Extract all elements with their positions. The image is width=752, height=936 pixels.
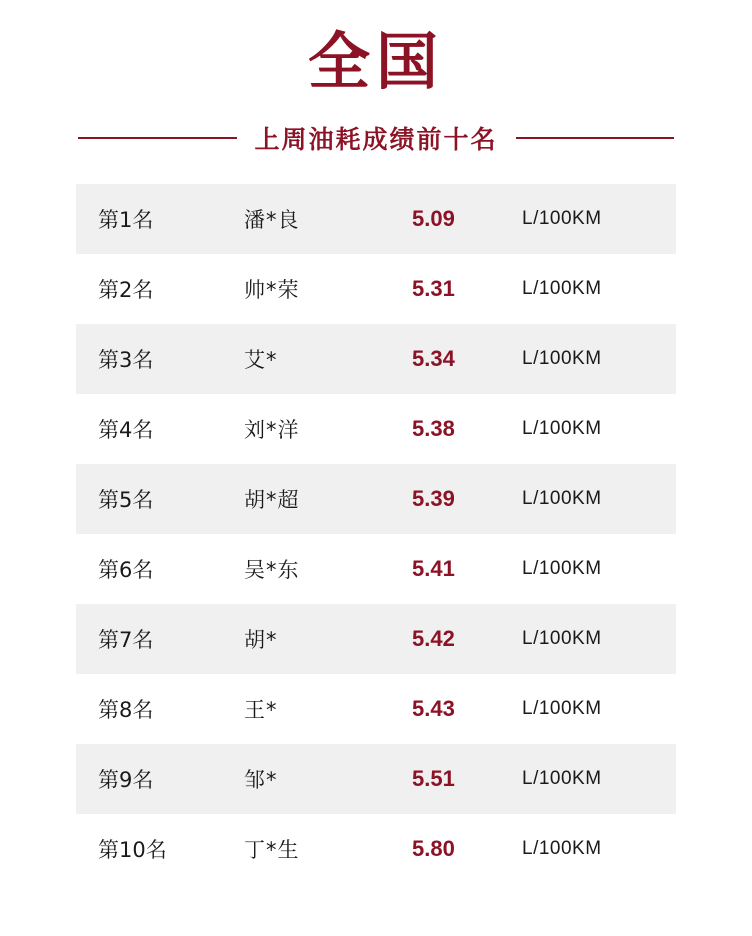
- rank-label: 第8名: [98, 698, 154, 723]
- ranking-table: [76, 184, 676, 884]
- table-row: [76, 254, 676, 324]
- fuel-consumption-unit: L/100KM: [522, 628, 602, 650]
- fuel-consumption-value: 5.80: [412, 836, 455, 862]
- rank-label: 第10名: [98, 838, 167, 863]
- table-row: [76, 534, 676, 604]
- table-row: [76, 744, 676, 814]
- table-row: [76, 464, 676, 534]
- page-title: 全国: [307, 25, 444, 98]
- page-subtitle: 上周油耗成绩前十名: [254, 125, 498, 155]
- driver-name: 帅*荣: [244, 278, 300, 303]
- rank-label: 第7名: [98, 628, 154, 653]
- rank-label: 第9名: [98, 768, 154, 793]
- fuel-consumption-unit: L/100KM: [522, 558, 602, 580]
- fuel-consumption-unit: L/100KM: [522, 768, 602, 790]
- subtitle-row: [0, 120, 752, 156]
- fuel-consumption-unit: L/100KM: [522, 348, 602, 370]
- fuel-consumption-unit: L/100KM: [522, 838, 602, 860]
- driver-name: 胡*超: [244, 488, 300, 513]
- table-row: [76, 814, 676, 884]
- rank-label: 第4名: [98, 418, 154, 443]
- fuel-consumption-value: 5.42: [412, 626, 455, 652]
- rank-label: 第5名: [98, 488, 154, 513]
- driver-name: 吴*东: [244, 558, 300, 583]
- driver-name: 刘*洋: [244, 418, 300, 443]
- driver-name: 邹*: [244, 768, 278, 793]
- rank-label: 第6名: [98, 558, 154, 583]
- table-row: [76, 184, 676, 254]
- fuel-consumption-value: 5.34: [412, 346, 455, 372]
- driver-name: 胡*: [244, 628, 278, 653]
- fuel-consumption-unit: L/100KM: [522, 418, 602, 440]
- fuel-consumption-unit: L/100KM: [522, 698, 602, 720]
- fuel-consumption-value: 5.09: [412, 206, 455, 232]
- rank-label: 第3名: [98, 348, 154, 373]
- fuel-consumption-value: 5.43: [412, 696, 455, 722]
- table-row: [76, 324, 676, 394]
- driver-name: 丁*生: [244, 838, 300, 863]
- table-row: [76, 674, 676, 744]
- fuel-consumption-value: 5.38: [412, 416, 455, 442]
- fuel-consumption-unit: L/100KM: [522, 278, 602, 300]
- table-row: [76, 604, 676, 674]
- fuel-consumption-value: 5.51: [412, 766, 455, 792]
- fuel-consumption-value: 5.39: [412, 486, 455, 512]
- rank-label: 第2名: [98, 278, 154, 303]
- fuel-consumption-unit: L/100KM: [522, 488, 602, 510]
- fuel-consumption-value: 5.31: [412, 276, 455, 302]
- rank-label: 第1名: [98, 208, 154, 233]
- driver-name: 艾*: [244, 348, 278, 373]
- fuel-consumption-value: 5.41: [412, 556, 455, 582]
- driver-name: 潘*良: [244, 208, 300, 233]
- fuel-consumption-unit: L/100KM: [522, 208, 602, 230]
- divider-right: [516, 137, 675, 139]
- table-row: [76, 394, 676, 464]
- divider-left: [78, 137, 237, 139]
- driver-name: 王*: [244, 698, 278, 723]
